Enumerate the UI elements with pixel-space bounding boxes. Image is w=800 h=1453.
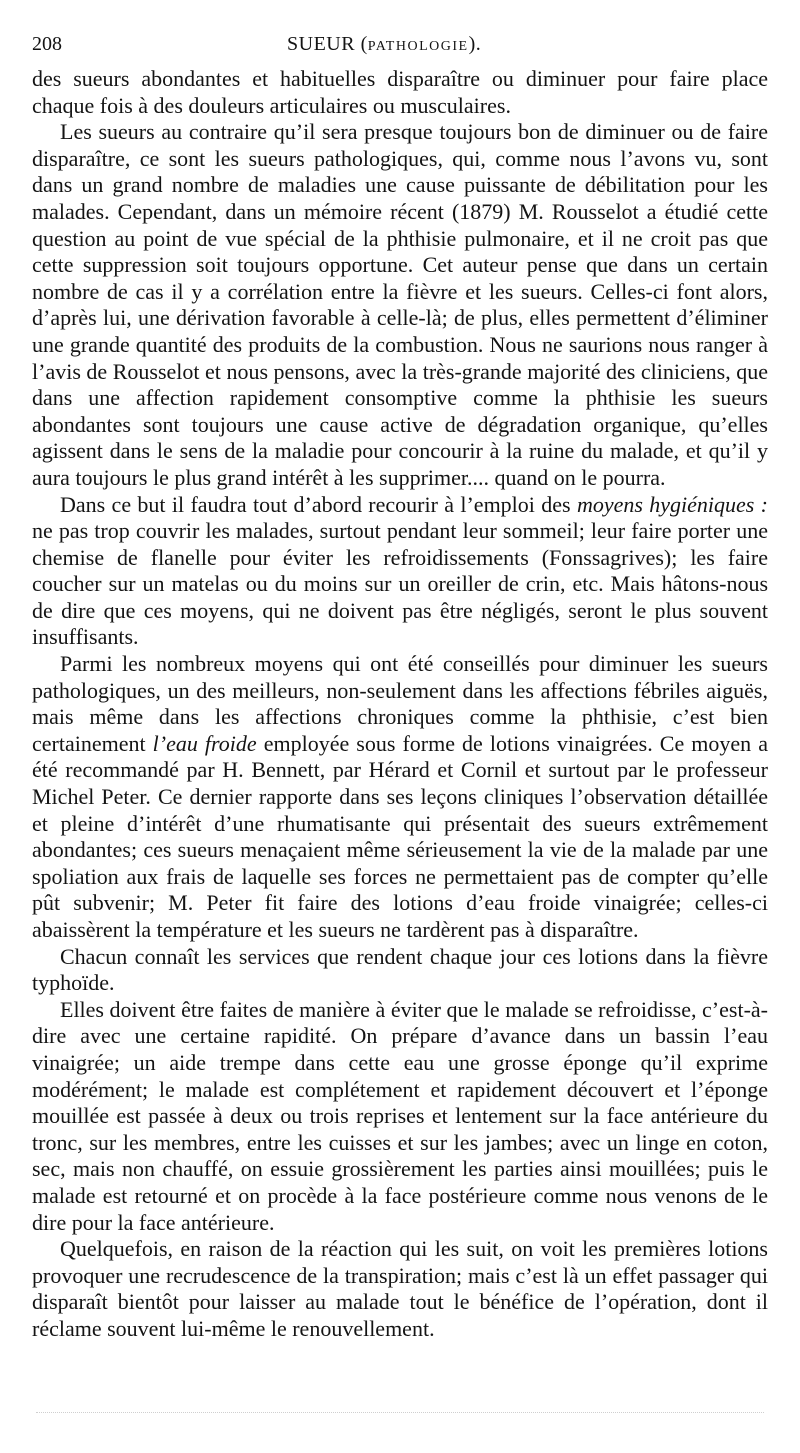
paragraph: [32, 492, 768, 652]
italic-text: l’eau froide: [152, 730, 257, 756]
body-text: [32, 66, 768, 1343]
text-run: Chacun connaît les services que rendent chaque jour ces lotions dans la fièvre typhoïde.: [32, 943, 768, 996]
running-head: [32, 30, 768, 58]
paragraph: [32, 997, 768, 1236]
running-title-sub: pathologie: [367, 33, 469, 55]
paragraph: [32, 1236, 768, 1342]
italic-text: moyens hygiéniques :: [576, 491, 769, 517]
text-run: des sueurs abondantes et habituelles disparaître ou diminuer pour faire place chaque fois à des douleurs articulaires ou musculaires.: [32, 66, 768, 118]
footer-rule: [36, 1412, 764, 1413]
book-page: [32, 30, 768, 1343]
paragraph: [32, 651, 768, 944]
paragraph: [32, 66, 768, 119]
text-run: employée sous forme de lotions vinaigrées. Ce moyen a été recommandé par H. Bennett, par Hérard et Cornil et surtout par le professeur Michel Peter. Ce dernier rapporte dans ses leçons cliniques l’observation détaillée et pleine d’intérêt d’une rhumatisante qui présentait des sueurs extrêmement abondantes; ces sueurs menaçaient même sérieusement la vie de la malade par une spoliation aux frais de laquelle ses forces ne permettaient pas de compter qu’elle pût subvenir; M. Peter fit faire des lotions d’eau froide vinaigrée; celles-ci abaissèrent la température et les sueurs ne tardèrent pas à disparaître.: [32, 730, 768, 942]
running-title: [287, 30, 481, 58]
page-number: 208: [32, 33, 62, 55]
running-title-main: SUEUR: [287, 33, 356, 55]
text-run: Dans ce but il faudra tout d’abord recourir à l’emploi des: [60, 491, 577, 517]
text-run: Quelquefois, en raison de la réaction qui les suit, on voit les premières lotions provoquer une recrudescence de la transpiration; mais c’est là un effet passager qui disparaît bientôt pour laisser au malade tout le bénéfice de l’opération, dont il réclame souvent lui-même le renouvellement.: [32, 1236, 768, 1341]
running-title-paren-open: (: [355, 33, 368, 55]
paragraph: [32, 944, 768, 997]
running-title-paren-close: ).: [468, 33, 482, 55]
paragraph: [32, 119, 768, 491]
text-run: Elles doivent être faites de manière à éviter que le malade se refroidisse, c’est-à-dire avec une certaine rapidité. On prépare d’avance dans un bassin l’eau vinaigrée; un aide trempe dans cette eau une grosse éponge qu’il exprime modérément; le malade est complétement et rapidement découvert et l’éponge mouillée est passée à deux ou trois reprises et lentement sur la face antérieure du tronc, sur les membres, entre les cuisses et sur les jambes; avec un linge en coton, sec, mais non chauffé, on essuie grossièrement les parties ainsi mouillées; puis le malade est retourné et on procède à la face postérieure comme nous venons de le dire pour la face antérieure.: [32, 996, 768, 1235]
text-run: Parmi les nombreux moyens qui ont été conseillés pour diminuer les sueurs pathologiques, un des meilleurs, non-seulement dans les affections fébriles aiguës, mais même dans les affections chroniques comme la phthisie, c’est bien certainement: [32, 651, 768, 756]
text-run: Les sueurs au contraire qu’il sera presque toujours bon de diminuer ou de faire disparaître, ce sont les sueurs pathologiques, qui, comme nous l’avons vu, sont dans un grand nombre de maladies une cause puissante de débilitation pour les malades. Cependant, dans un mémoire récent (1879) M. Rousselot a étudié cette question au point de vue spécial de la phthisie pulmonaire, et il ne croit pas que cette suppression soit toujours opportune. Cet auteur pense que dans un certain nombre de cas il y a corrélation entre la fièvre et les sueurs. Celles-ci font alors, d’après lui, une dérivation favorable à celle-là; de plus, elles permettent d’éliminer une grande quantité des produits de la combustion. Nous ne saurions nous ranger à l’avis de Rousselot et nous pensons, avec la très-grande majorité des cliniciens, que dans une affection rapidement consomptive comme la phthisie les sueurs abondantes sont toujours une cause active de dégradation organique, qu’elles agissent dans le sens de la maladie pour concourir à la ruine du malade, et qu’il y aura toujours le plus grand intérêt à les supprimer.... quand on le pourra.: [32, 119, 768, 490]
text-run: ne pas trop couvrir les malades, surtout pendant leur sommeil; leur faire porter une chemise de flanelle pour éviter les refroidissements (Fonssagrives); les faire coucher sur un matelas ou du moins sur un oreiller de crin, etc. Mais hâtons-nous de dire que ces moyens, qui ne doivent pas être négligés, seront le plus souvent insuffisants.: [32, 518, 768, 650]
